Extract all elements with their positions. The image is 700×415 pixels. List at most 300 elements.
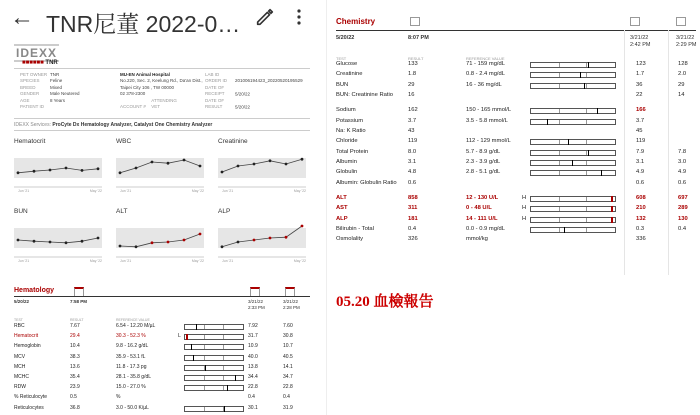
info-value: Feline xyxy=(50,78,63,84)
trend-point xyxy=(49,169,52,172)
cell-p1: 132 xyxy=(636,215,646,222)
range-tick xyxy=(559,151,560,155)
reference-band xyxy=(14,228,102,248)
cell-test: Chloride xyxy=(336,138,358,145)
cell-result: 3.1 xyxy=(408,158,417,165)
hem-time: 7:58 PM xyxy=(70,299,88,304)
trend-chart xyxy=(14,208,106,263)
flag: H xyxy=(522,215,527,222)
cell-test: Reticulocytes xyxy=(14,404,44,411)
range-bar xyxy=(530,160,616,166)
cell-result: 10.4 xyxy=(70,343,80,350)
range-tick xyxy=(586,151,587,155)
result-marker xyxy=(205,365,206,371)
info-row xyxy=(205,98,303,111)
info-value: TNR xyxy=(50,72,60,77)
cell-p2: 30.8 xyxy=(283,333,293,340)
trend-point xyxy=(183,159,186,162)
range-bar xyxy=(530,227,616,233)
cell-p1: 0.4 xyxy=(248,394,255,401)
chem-prev2-date: 3/21/22 xyxy=(676,35,695,41)
trend-chart-label: ALP xyxy=(218,208,231,215)
cell-test: Hemoglobin xyxy=(14,343,41,350)
info-value: 5/20/22 xyxy=(235,91,251,97)
trend-point xyxy=(49,241,52,244)
reference-band xyxy=(116,158,204,178)
hem-col-test: TEST xyxy=(14,318,23,322)
cell-result: 43 xyxy=(408,128,415,134)
report-caption: 05.20 血檢報告 xyxy=(336,294,434,310)
cell-p2: 14 xyxy=(678,91,685,98)
trend-chart xyxy=(116,208,208,263)
trend-chart xyxy=(14,138,106,193)
range-tick xyxy=(223,345,224,349)
arrow-left-icon[interactable]: ← xyxy=(10,4,34,31)
cell-ref: 2.8 - 5.1 g/dL xyxy=(466,169,501,176)
cell-p2: 7.60 xyxy=(283,323,293,329)
info-key: AGE xyxy=(20,97,30,103)
column-divider xyxy=(624,30,625,275)
range-bar xyxy=(530,108,616,114)
reference-band xyxy=(218,228,306,248)
trend-point xyxy=(151,241,154,244)
range-tick xyxy=(223,335,224,339)
cell-ref: mmol/kg xyxy=(466,236,488,243)
cell-ref: 2.3 - 3.9 g/dL xyxy=(466,158,501,165)
info-value: Mixed xyxy=(50,84,63,90)
flag: H xyxy=(522,205,527,212)
range-tick xyxy=(586,228,587,232)
pencil-icon[interactable] xyxy=(254,6,276,28)
trend-point xyxy=(97,237,100,240)
cell-result: 36.8 xyxy=(70,404,80,411)
cell-result: 858 xyxy=(408,195,418,201)
info-key: ORDER ID xyxy=(205,78,228,84)
x-end-label: May '22 xyxy=(293,189,306,193)
range-tick xyxy=(559,207,560,211)
cell-p2: 0.6 xyxy=(678,179,687,186)
chem-prev2-time: 2:29 PM xyxy=(676,42,697,48)
reference-band xyxy=(116,228,204,248)
trend-point xyxy=(221,245,224,248)
trend-point xyxy=(237,241,240,244)
cell-p2: 0.4 xyxy=(283,394,290,401)
result-marker xyxy=(568,139,569,145)
result-marker xyxy=(227,385,228,391)
calendar-icon xyxy=(410,17,420,26)
account-label: ACCOUNT # xyxy=(120,104,146,110)
calendar-icon xyxy=(630,17,640,26)
trend-chart-label: Hematocrit xyxy=(14,138,46,145)
column-divider xyxy=(668,30,669,275)
cell-test: ALT xyxy=(336,195,347,201)
cell-result: 133 xyxy=(408,61,418,67)
range-bar xyxy=(184,334,244,340)
range-bar xyxy=(530,196,616,202)
cell-p1: 7.92 xyxy=(248,323,258,329)
result-marker xyxy=(584,83,585,89)
cell-test: Sodium xyxy=(336,107,356,114)
cell-result: 38.3 xyxy=(70,353,80,360)
trend-point xyxy=(301,158,304,161)
range-tick xyxy=(586,218,587,222)
trend-point xyxy=(183,239,186,242)
range-bar xyxy=(530,72,616,78)
cell-ref: 14 - 111 U/L xyxy=(466,215,498,222)
range-bar xyxy=(184,355,244,361)
range-bar xyxy=(530,150,616,156)
result-marker xyxy=(597,108,598,114)
result-marker xyxy=(564,227,565,233)
attending-vet-label: ATTENDING VET xyxy=(151,97,177,110)
cell-test: Potassium xyxy=(336,117,364,124)
chem-prev1-date: 3/21/22 xyxy=(630,35,649,41)
cell-p1: 608 xyxy=(636,195,646,201)
hem-prev2-time: 2:28 PM xyxy=(283,305,300,310)
trend-point xyxy=(81,240,84,243)
cell-ref: 9.8 - 16.2 g/dL xyxy=(116,343,149,350)
trend-point xyxy=(253,163,256,166)
trend-point xyxy=(151,161,154,164)
range-tick xyxy=(204,325,205,329)
cell-p1: 123 xyxy=(636,61,646,67)
hem-col-result: RESULT xyxy=(70,318,84,322)
cell-result: 35.4 xyxy=(70,373,80,380)
trend-chart xyxy=(218,208,310,263)
info-key: PET OWNER xyxy=(20,72,48,77)
info-key: BREED xyxy=(20,84,36,90)
info-key: GENDER xyxy=(20,91,40,97)
info-value: 2010061​94423_20220520195529 xyxy=(235,78,303,84)
trend-x-axis xyxy=(14,188,106,193)
range-bar xyxy=(530,139,616,145)
range-bar xyxy=(530,119,616,125)
range-tick xyxy=(204,407,205,411)
cell-result: 119 xyxy=(408,138,418,145)
range-bar xyxy=(530,217,616,223)
trend-point xyxy=(65,167,68,170)
range-tick xyxy=(559,140,560,144)
range-tick xyxy=(586,84,587,88)
range-bar xyxy=(530,62,616,68)
range-tick xyxy=(223,356,224,360)
range-tick xyxy=(223,376,224,380)
cell-p1: 119 xyxy=(636,138,646,145)
range-tick xyxy=(586,63,587,67)
trend-point xyxy=(199,165,202,168)
result-marker xyxy=(611,206,613,212)
trend-point xyxy=(33,170,36,173)
cell-p2: 130 xyxy=(678,215,688,222)
trend-point xyxy=(269,159,272,162)
table-row xyxy=(14,392,314,402)
cell-ref: 11.8 - 17.3 pg xyxy=(116,363,147,370)
trend-x-axis xyxy=(14,258,106,263)
trend-x-axis xyxy=(116,258,208,263)
cell-p2: 697 xyxy=(678,195,688,201)
result-marker xyxy=(580,72,581,78)
cell-ref: 150 - 165 mmol/L xyxy=(466,107,512,114)
range-bar xyxy=(184,344,244,350)
cell-p2: 22.8 xyxy=(283,384,293,391)
range-tick xyxy=(204,386,205,390)
range-bar xyxy=(530,170,616,176)
flag: L xyxy=(178,333,181,340)
cell-p2: 31.9 xyxy=(283,404,293,411)
result-marker xyxy=(191,344,192,350)
cell-ref: 0.0 - 0.9 mg/dL xyxy=(466,225,505,232)
info-key: PATIENT ID xyxy=(20,104,45,110)
table-row xyxy=(14,331,314,341)
x-start-label: Jun '21 xyxy=(222,259,234,263)
cell-p1: 45 xyxy=(636,128,643,134)
clinic-name: MU-EN Animal Hospital xyxy=(120,72,170,77)
trend-chart-label: Creatinine xyxy=(218,138,248,145)
info-row xyxy=(20,104,80,110)
range-tick xyxy=(586,120,587,124)
range-tick xyxy=(559,84,560,88)
trend-point xyxy=(253,239,256,242)
cell-test: Albumin xyxy=(336,158,357,165)
chem-col-ref: REFERENCE VALUE xyxy=(466,56,505,61)
trend-chart-label: WBC xyxy=(116,138,132,145)
divider xyxy=(336,30,696,31)
range-bar xyxy=(184,365,244,371)
trend-point xyxy=(81,169,84,172)
range-tick xyxy=(559,228,560,232)
cell-p2: 4.9 xyxy=(678,169,687,176)
clinic-phone: 02 378-2300 xyxy=(120,91,146,97)
cell-test: BUN xyxy=(336,81,349,88)
cell-ref: 71 - 159 mg/dL xyxy=(466,61,505,67)
trend-point xyxy=(221,171,224,174)
pet-name-header xyxy=(22,60,58,66)
cell-result: 29 xyxy=(408,81,415,88)
trend-point xyxy=(237,165,240,168)
cell-p2: 14.1 xyxy=(283,363,293,370)
cell-result: 3.7 xyxy=(408,117,417,124)
range-tick xyxy=(586,171,587,175)
range-tick xyxy=(204,345,205,349)
result-marker xyxy=(235,375,236,381)
chemistry-title: Chemistry xyxy=(336,17,376,26)
trend-chart-plot xyxy=(14,218,102,258)
clinic-info xyxy=(120,72,203,110)
trend-point xyxy=(167,241,170,244)
range-tick xyxy=(559,218,560,222)
cell-ref: 28.1 - 35.8 g/dL xyxy=(116,373,152,380)
cell-p1: 22.8 xyxy=(248,384,258,391)
cell-p1: 7.9 xyxy=(636,148,645,155)
cell-p1: 36 xyxy=(636,81,643,88)
page-title: TNR尼董 2022-0… xyxy=(46,11,241,37)
cell-test: RDW xyxy=(14,384,26,391)
cell-p1: 13.8 xyxy=(248,363,258,370)
cell-ref: 35.9 - 53.1 fL xyxy=(116,353,146,360)
divider xyxy=(14,130,310,131)
cell-ref: 12 - 130 U/L xyxy=(466,195,499,201)
range-bar xyxy=(530,83,616,89)
result-marker xyxy=(601,170,602,176)
cell-test: AST xyxy=(336,205,348,212)
idexx-services xyxy=(14,122,212,128)
trend-point xyxy=(301,225,304,228)
cell-result: 7.67 xyxy=(70,323,80,329)
cell-p2: 10.7 xyxy=(283,343,293,350)
chem-time: 8:07 PM xyxy=(408,35,429,41)
idexx-logo: IDEXX xyxy=(16,46,58,60)
range-tick xyxy=(559,171,560,175)
cell-result: 8.0 xyxy=(408,148,417,155)
x-end-label: May '22 xyxy=(293,259,306,263)
result-marker xyxy=(572,160,573,166)
cell-p1: 40.0 xyxy=(248,353,258,360)
trend-point xyxy=(65,241,68,244)
hem-date: 5/20/22 xyxy=(14,299,30,304)
trend-chart-label: ALT xyxy=(116,208,128,215)
range-tick xyxy=(223,366,224,370)
patient-info xyxy=(20,72,80,110)
cell-p1: 0.6 xyxy=(636,179,645,186)
trend-chart-plot xyxy=(116,218,204,258)
trend-point xyxy=(285,163,288,166)
cell-p1: 22 xyxy=(636,91,643,98)
cell-p2: 29 xyxy=(678,81,685,88)
table-row xyxy=(14,321,314,331)
x-start-label: Jun '21 xyxy=(120,259,132,263)
range-tick xyxy=(586,73,587,77)
hem-prev1-time: 2:33 PM xyxy=(248,305,265,310)
table-row xyxy=(14,372,314,382)
cell-ref: 112 - 129 mmol/L xyxy=(466,138,511,145)
trend-point xyxy=(269,237,272,240)
table-row xyxy=(14,362,314,372)
cell-test: Globulin xyxy=(336,169,358,176)
services-value: ProCyte Dx Hematology Analyzer, Catalyst One Chemistry Analyzer xyxy=(52,122,213,128)
result-marker xyxy=(547,119,548,125)
table-row xyxy=(14,341,314,351)
chem-prev1-time: 2:42 PM xyxy=(630,42,651,48)
x-start-label: Jun '21 xyxy=(18,189,30,193)
divider xyxy=(14,118,310,119)
trend-point xyxy=(135,167,138,170)
cell-result: 1.8 xyxy=(408,71,417,78)
cell-p1: 4.9 xyxy=(636,169,645,176)
result-marker xyxy=(611,217,613,223)
cell-p1: 3.1 xyxy=(636,158,645,165)
result-marker xyxy=(588,62,589,68)
services-label: IDEXX Services: xyxy=(14,122,51,128)
cell-result: 0.4 xyxy=(408,225,417,232)
cell-ref: 3.5 - 5.8 mmol/L xyxy=(466,117,508,124)
cell-test: Creatinine xyxy=(336,71,363,78)
trend-point xyxy=(119,245,122,248)
trend-x-axis xyxy=(218,258,310,263)
trend-chart-plot xyxy=(218,218,306,258)
cell-p2: 2.0 xyxy=(678,71,687,78)
result-marker xyxy=(611,196,613,202)
cell-p1: 10.9 xyxy=(248,343,258,350)
chem-date: 5/20/22 xyxy=(336,35,355,41)
cell-test: MCV xyxy=(14,353,26,360)
trend-chart-plot xyxy=(218,148,306,188)
range-tick xyxy=(559,120,560,124)
info-row xyxy=(205,85,303,98)
range-tick xyxy=(586,207,587,211)
trend-point xyxy=(135,245,138,248)
pet-icon: ■■■■■■ xyxy=(22,60,44,66)
result-marker xyxy=(193,355,194,361)
cell-ref: % xyxy=(116,394,121,401)
cell-test: Albumin: Globulin Ratio xyxy=(336,179,397,186)
cell-p2: 0.4 xyxy=(678,225,687,232)
range-bar xyxy=(184,406,244,412)
cell-test: Na: K Ratio xyxy=(336,128,366,134)
cell-result: 162 xyxy=(408,107,418,114)
cell-p1: 0.3 xyxy=(636,225,645,232)
range-tick xyxy=(223,325,224,329)
cell-p2: 128 xyxy=(678,61,688,67)
chem-col-result: RESULT xyxy=(408,56,424,61)
info-key: LAB ID xyxy=(205,72,220,77)
x-end-label: May '22 xyxy=(89,259,102,263)
range-tick xyxy=(204,356,205,360)
cell-test: Bilirubin - Total xyxy=(336,225,374,232)
hematology-title: Hematology xyxy=(14,287,55,294)
flag: H xyxy=(522,195,527,201)
cell-ref: 5.7 - 8.9 g/dL xyxy=(466,148,501,155)
cell-result: 326 xyxy=(408,236,418,243)
chem-col-test: TEST xyxy=(336,56,347,61)
table-row xyxy=(14,403,314,413)
cell-test: RBC xyxy=(14,323,25,329)
cell-p2: 7.8 xyxy=(678,148,687,155)
cell-test: Total Protein xyxy=(336,148,369,155)
range-bar xyxy=(184,324,244,330)
range-tick xyxy=(559,161,560,165)
cell-ref: 0.8 - 2.4 mg/dL xyxy=(466,71,505,78)
cell-result: 0.6 xyxy=(408,179,417,186)
cell-p2: 289 xyxy=(678,205,688,212)
result-marker xyxy=(224,406,225,412)
range-tick xyxy=(204,376,205,380)
trend-point xyxy=(17,239,20,242)
cell-p1: 166 xyxy=(636,107,646,114)
info-key: DATE OF RECEIPT xyxy=(205,84,225,97)
trend-x-axis xyxy=(116,188,208,193)
page-divider xyxy=(326,0,327,415)
reference-band xyxy=(14,158,102,178)
range-bar xyxy=(184,375,244,381)
info-value: 8 Years xyxy=(50,97,66,103)
trend-chart-plot xyxy=(14,148,102,188)
range-tick xyxy=(559,63,560,67)
x-start-label: Jun '21 xyxy=(222,189,234,193)
info-key: SPECIES xyxy=(20,78,40,84)
more-vert-icon[interactable] xyxy=(296,9,302,25)
reference-band xyxy=(218,158,306,178)
trend-chart xyxy=(218,138,310,193)
hem-col-ref: REFERENCE VALUE xyxy=(116,318,150,322)
cell-test: % Reticulocyte xyxy=(14,394,48,401)
cell-p1: 210 xyxy=(636,205,646,212)
table-row xyxy=(14,352,314,362)
x-start-label: Jun '21 xyxy=(18,259,30,263)
cell-result: 29.4 xyxy=(70,333,80,340)
trend-point xyxy=(119,171,122,174)
cell-result: 13.6 xyxy=(70,363,80,370)
hematology-table xyxy=(14,321,314,413)
